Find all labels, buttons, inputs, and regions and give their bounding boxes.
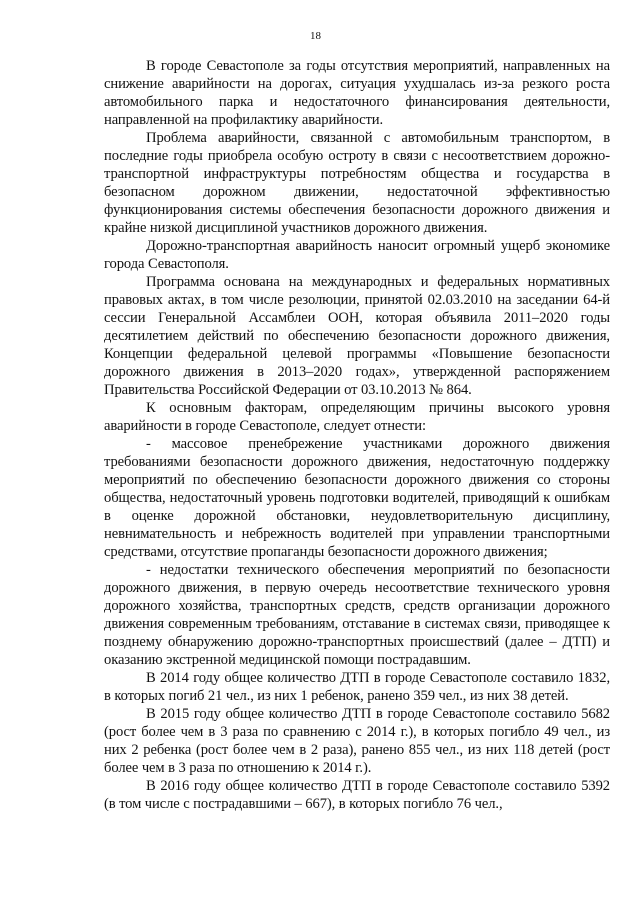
paragraph-statistics-2016: В 2016 году общее количество ДТП в городе Севастополе составило 5392 (в том числе с пострадавшими – 667), в которых погибло 76 чел.,	[104, 778, 610, 812]
paragraph-economic-damage: Дорожно-транспортная аварийность наносит огромный ущерб экономике города Севастополя.	[104, 238, 610, 272]
list-item-participant-negligence: - массовое пренебрежение участниками дорожного движения требованиями безопасности дорожного движения, недостаточную поддержку мероприятий по обеспечению безопасности дорожного движения со стороны общества, недостаточный уровень подготовки водителей, приводящий к ошибкам в оценке дорожной обстановки, неудовлетворительную дисциплину, невнимательность и небрежность водителей при управлении транспортными средствами, отсутствие пропаганды безопасности дорожного движения;	[104, 436, 610, 560]
paragraph-accident-history: В городе Севастополе за годы отсутствия мероприятий, направленных на снижение аварийности на дорогах, ситуация ухудшалась из-за резкого роста автомобильного парка и недостаточного финансирования деятельности, направленной на профилактику аварийности.	[104, 58, 610, 128]
page-number: 18	[310, 30, 321, 42]
paragraph-statistics-2015: В 2015 году общее количество ДТП в городе Севастополе составило 5682 (рост более чем в 3 раза по сравнению с 2014 г.), в которых погибло 49 чел., из них 2 ребенка (рост более чем в 2 раза), ранено 855 чел., из них 118 детей (рост более чем в 3 раза по отношению к 2014 г.).	[104, 706, 610, 776]
list-item-technical-shortcomings: - недостатки технического обеспечения мероприятий по безопасности дорожного движения, в первую очередь несоответствие технического уровня дорожного хозяйства, транспортных средств, средств организации дорожного движения современным требованиям, отставание в системах связи, приводящее к позднему обнаружению дорожно-транспортных происшествий (далее – ДТП) и оказанию экстренной медицинской помощи пострадавшим.	[104, 562, 610, 668]
paragraph-statistics-2014: В 2014 году общее количество ДТП в городе Севастополе составило 1832, в которых погиб 21 чел., из них 1 ребенок, ранено 359 чел., из них 38 детей.	[104, 670, 610, 704]
paragraph-main-factors: К основным факторам, определяющим причины высокого уровня аварийности в городе Севастополе, следует отнести:	[104, 400, 610, 434]
body-text	[104, 57, 610, 813]
paragraph-program-basis: Программа основана на международных и федеральных нормативных правовых актах, в том числе резолюции, принятой 02.03.2010 на заседании 64-й сессии Генеральной Ассамблеи ООН, которая объявила 2011–2020 годы десятилетием действий по обеспечению безопасности дорожного движения, Концепции федеральной целевой программы «Повышение безопасности дорожного движения в 2013–2020 годах», утвержденной распоряжением Правительства Российской Федерации от 03.10.2013 № 864.	[104, 274, 610, 398]
paragraph-accident-problem: Проблема аварийности, связанной с автомобильным транспортом, в последние годы приобрела особую остроту в связи с несоответствием дорожно-транспортной инфраструктуры потребностям общества и государства в безопасном дорожном движении, недостаточной эффективностью функционирования системы обеспечения безопасности дорожного движения и крайне низкой дисциплиной участников дорожного движения.	[104, 130, 610, 236]
